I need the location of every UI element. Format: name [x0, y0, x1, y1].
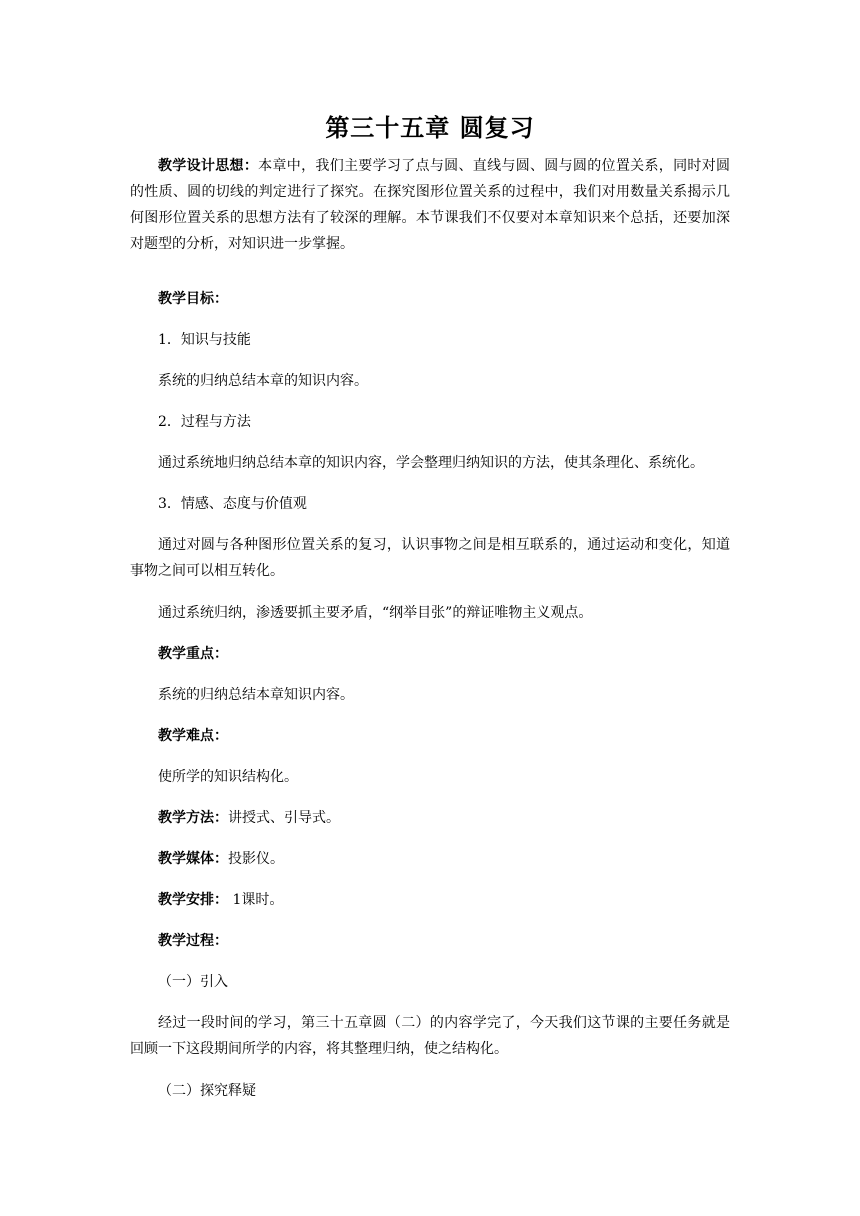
- goal-1-title: 1．知识与技能: [158, 332, 251, 348]
- goal-1-text: 系统的归纳总结本章的知识内容。: [158, 373, 368, 389]
- media-paragraph: [130, 846, 730, 872]
- goal-3-title: 3．情感、态度与价值观: [158, 496, 307, 512]
- process-step-2-title: （二）探究释疑: [158, 1083, 256, 1099]
- process-heading: 教学过程：: [158, 933, 228, 949]
- difficulty-heading: 教学难点：: [158, 728, 228, 744]
- schedule-text: 1课时。: [228, 892, 284, 908]
- method-lead: 教学方法：: [158, 810, 228, 826]
- key-text: 系统的归纳总结本章知识内容。: [158, 687, 354, 703]
- method-text: 讲授式、引导式。: [228, 810, 340, 826]
- page-title: 第三十五章 圆复习: [325, 113, 535, 142]
- goal-2-title: 2．过程与方法: [158, 414, 251, 430]
- design-paragraph: [130, 153, 730, 257]
- key-heading: 教学重点：: [158, 646, 228, 662]
- process-step-1-text: 经过一段时间的学习，第三十五章圆（二）的内容学完了，今天我们这节课的主要任务就是回顾一下这段期间所学的内容，将其整理归纳，使之结构化。: [130, 1015, 730, 1057]
- goal-2-text: 通过系统地归纳总结本章的知识内容，学会整理归纳知识的方法，使其条理化、系统化。: [158, 455, 704, 471]
- goal-3-text-1: 通过对圆与各种图形位置关系的复习，认识事物之间是相互联系的，通过运动和变化，知道事物之间可以相互转化。: [130, 537, 730, 579]
- method-paragraph: [130, 805, 730, 831]
- design-lead: 教学设计思想：: [158, 158, 259, 174]
- process-step-1-title: （一）引入: [158, 974, 228, 990]
- goal-3-text-2: 通过系统归纳，渗透要抓主要矛盾，“纲举目张”的辩证唯物主义观点。: [158, 605, 593, 621]
- goals-heading: 教学目标：: [158, 291, 228, 307]
- difficulty-text: 使所学的知识结构化。: [158, 769, 298, 785]
- schedule-paragraph: [130, 887, 730, 913]
- media-lead: 教学媒体：: [158, 851, 228, 867]
- design-text: 本章中，我们主要学习了点与圆、直线与圆、圆与圆的位置关系，同时对圆的性质、圆的切线的判定进行了探究。在探究图形位置关系的过程中，我们对用数量关系揭示几何图形位置关系的思想方法有了较深的理解。本节课我们不仅要对本章知识来个总括，还要加深对题型的分析，对知识进一步掌握。: [130, 158, 731, 252]
- schedule-lead: 教学安排：: [158, 892, 228, 908]
- media-text: 投影仪。: [228, 851, 284, 867]
